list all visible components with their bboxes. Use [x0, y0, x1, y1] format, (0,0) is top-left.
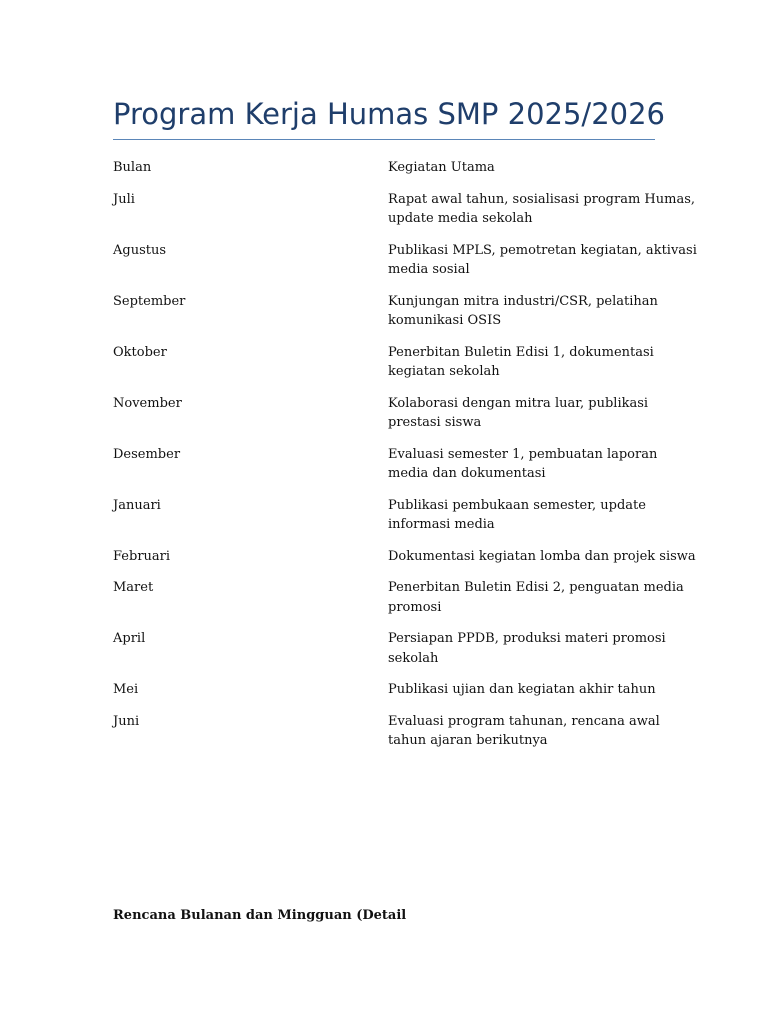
table-row — [113, 445, 703, 484]
month-cell: April — [113, 631, 146, 646]
table-row — [113, 496, 703, 535]
month-cell: Februari — [113, 548, 171, 564]
month-cell: Desember — [113, 446, 181, 462]
activity-cell: Evaluasi program tahunan, rencana awal tahun ajaran berikutnya — [388, 713, 660, 748]
table-row — [113, 190, 703, 229]
month-cell: Mei — [113, 682, 139, 697]
activity-cell: Rapat awal tahun, sosialisasi program Humas, update media sekolah — [388, 191, 696, 226]
table-row — [113, 578, 703, 617]
table-header-row — [113, 158, 703, 178]
month-cell: Maret — [113, 580, 154, 595]
table-row — [113, 292, 703, 331]
title-underline — [113, 139, 655, 140]
activity-cell: Persiapan PPDB, produksi materi promosi sekolah — [388, 631, 666, 666]
activity-cell: Evaluasi semester 1, pembuatan laporan media dan dokumentasi — [388, 446, 658, 481]
activity-cell: Kolaborasi dengan mitra luar, publikasi prestasi siswa — [388, 395, 649, 430]
table-row — [113, 241, 703, 280]
table-row — [113, 680, 703, 700]
activity-cell: Dokumentasi kegiatan lomba dan projek siswa — [388, 548, 696, 564]
table-row — [113, 343, 703, 382]
activity-cell: Publikasi pembukaan semester, update informasi media — [388, 497, 646, 532]
table-row — [113, 394, 703, 433]
header-month: Bulan — [113, 160, 152, 175]
month-cell: Juni — [113, 713, 140, 729]
activity-cell: Penerbitan Buletin Edisi 2, penguatan media promosi — [388, 580, 684, 615]
activity-cell: Publikasi ujian dan kegiatan akhir tahun — [388, 682, 656, 697]
month-cell: November — [113, 395, 182, 411]
month-cell: Agustus — [113, 242, 167, 258]
table-row — [113, 629, 703, 668]
activity-cell: Kunjungan mitra industri/CSR, pelatihan komunikasi OSIS — [388, 293, 658, 328]
document-title: Program Kerja Humas SMP 2025/2026 — [113, 97, 666, 131]
activity-cell: Publikasi MPLS, pemotretan kegiatan, aktivasi media sosial — [388, 242, 697, 277]
month-cell: Januari — [113, 497, 161, 513]
table-row — [113, 712, 703, 751]
program-table — [113, 158, 703, 763]
month-cell: September — [113, 293, 186, 309]
activity-cell: Penerbitan Buletin Edisi 1, dokumentasi kegiatan sekolah — [388, 344, 654, 379]
month-cell: Juli — [113, 191, 135, 207]
table-row — [113, 547, 703, 567]
month-cell: Oktober — [113, 344, 167, 360]
header-activity: Kegiatan Utama — [388, 160, 495, 175]
section-heading: Rencana Bulanan dan Mingguan (Detail — [113, 908, 407, 923]
